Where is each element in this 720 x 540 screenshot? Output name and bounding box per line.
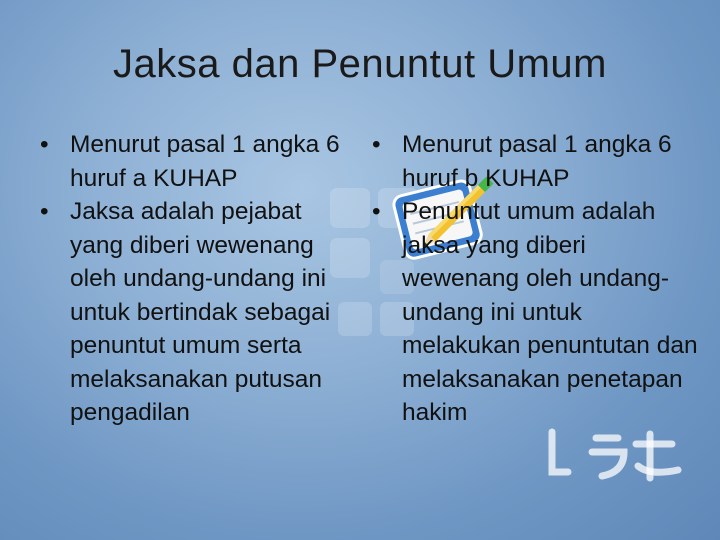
right-column — [362, 128, 702, 430]
bullet-dot: • — [372, 131, 381, 158]
bullet-item — [362, 128, 702, 195]
bullet-text: Penuntut umum adalah jaksa yang diberi wewenang oleh undang-undang ini untuk melakukan penuntutan dan melaksanakan penetapan hakim — [402, 198, 698, 426]
bullet-item — [30, 195, 350, 430]
bullet-text: Jaksa adalah pejabat yang diberi wewenang oleh undang-undang ini untuk bertindak sebagai penuntut umum serta melaksanakan putusan pengadilan — [70, 198, 331, 426]
bullet-dot: • — [40, 198, 49, 225]
bullet-text: Menurut pasal 1 angka 6 huruf a KUHAP — [70, 131, 340, 192]
bullet-item — [362, 195, 702, 430]
bullet-dot: • — [40, 131, 49, 158]
bullet-dot: • — [372, 198, 381, 225]
bullet-text: Menurut pasal 1 angka 6 huruf b KUHAP — [402, 131, 672, 192]
left-column — [30, 128, 350, 430]
logo-mark — [538, 420, 698, 490]
bullet-item — [30, 128, 350, 195]
slide-title: Jaksa dan Penuntut Umum — [113, 42, 607, 86]
